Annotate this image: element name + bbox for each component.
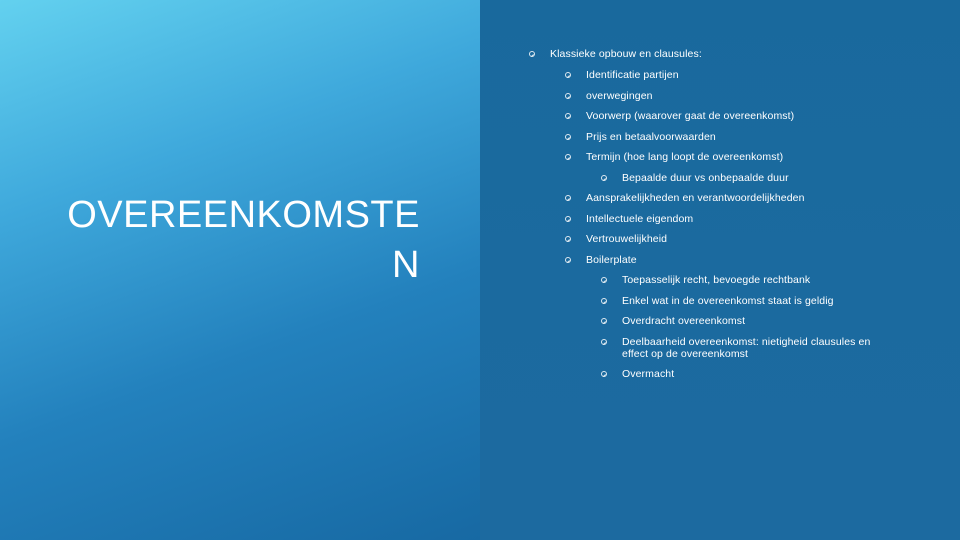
bullet-icon [565, 134, 571, 140]
bullet-icon [565, 257, 571, 263]
bullet-icon [565, 216, 571, 222]
bullet-item: Deelbaarheid overeenkomst: nietigheid clausules en effect op de overeenkomst [622, 336, 871, 360]
bullet-item: Termijn (hoe lang loopt de overeenkomst) [586, 151, 784, 163]
bullet-item: Aansprakelijkheden en verantwoordelijkheden [586, 192, 805, 204]
bullet-icon [565, 72, 571, 78]
bullet-icon [565, 93, 571, 99]
bullet-icon [601, 175, 607, 181]
bullet-icon [601, 339, 607, 345]
bullet-item: Voorwerp (waarover gaat de overeenkomst) [586, 110, 795, 122]
bullet-icon [601, 277, 607, 283]
bullet-item: Bepaalde duur vs onbepaalde duur [622, 172, 789, 184]
bullet-icon [565, 195, 571, 201]
bullet-item: Enkel wat in de overeenkomst staat is geldig [622, 295, 834, 307]
bullet-icon [565, 236, 571, 242]
bullet-item: Prijs en betaalvoorwaarden [586, 131, 716, 143]
bullet-icon [529, 51, 535, 57]
bullet-item: Toepasselijk recht, bevoegde rechtbank [622, 274, 811, 286]
bullet-item: Vertrouwelijkheid [586, 233, 668, 245]
bullet-item: Intellectuele eigendom [586, 213, 694, 225]
bullet-icon [601, 318, 607, 324]
bullet-item: Klassieke opbouw en clausules: [550, 48, 702, 60]
bullet-icon [565, 154, 571, 160]
bullet-item: Overmacht [622, 368, 675, 380]
slide-title: OVEREENKOMSTEN [67, 194, 420, 286]
bullet-icon [601, 298, 607, 304]
bullet-item: Overdracht overeenkomst [622, 315, 746, 327]
bullet-item: overwegingen [586, 90, 653, 102]
bullet-item: Boilerplate [586, 254, 637, 266]
bullet-icon [565, 113, 571, 119]
right-panel [480, 0, 960, 540]
bullet-item: Identificatie partijen [586, 69, 679, 81]
bullet-icon [601, 371, 607, 377]
